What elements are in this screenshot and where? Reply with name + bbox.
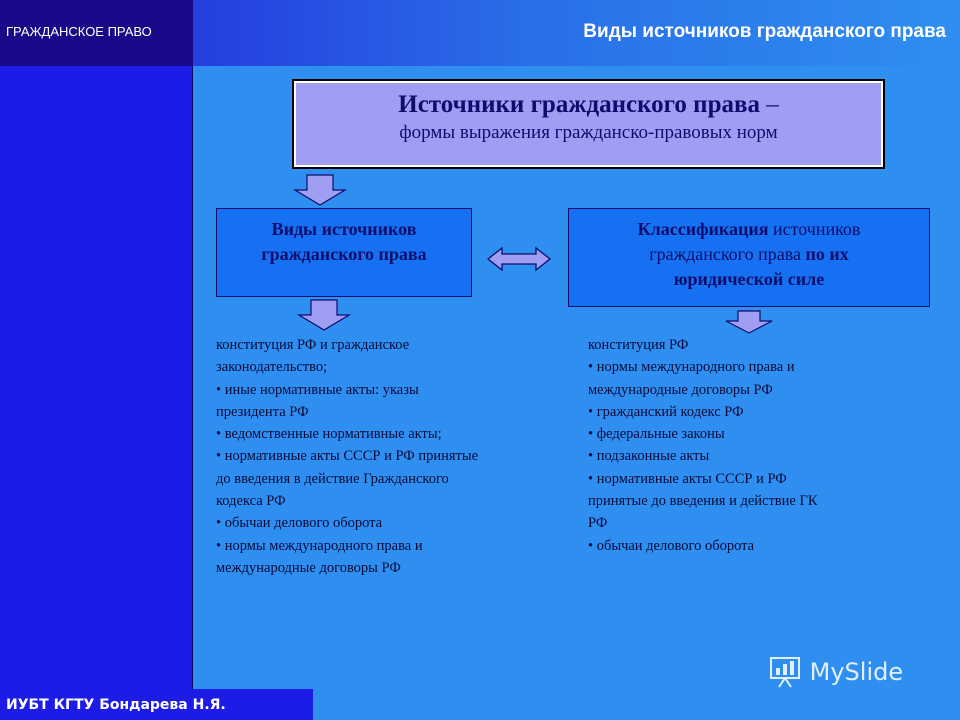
main-definition-box <box>292 79 885 169</box>
list-item: кодекса РФ <box>216 493 286 510</box>
main-title <box>296 90 881 120</box>
main-definition-inner <box>294 81 883 167</box>
list-item: • нормы международного права и <box>216 537 423 554</box>
list-item: • обычаи делового оборота <box>588 537 755 554</box>
list-item: международные договоры РФ <box>216 559 401 576</box>
list-item: международные договоры РФ <box>588 381 773 398</box>
presentation-icon <box>768 655 802 689</box>
classification-text3: по их <box>805 244 849 264</box>
sources-types-box <box>216 208 472 297</box>
list-item: • федеральные законы <box>588 426 725 443</box>
list-item: • ведомственные нормативные акты; <box>216 426 442 443</box>
classification-text1: источников <box>768 219 861 239</box>
list-item: президента РФ <box>216 403 309 420</box>
list-item: • гражданский кодекс РФ <box>588 403 744 420</box>
list-item: • иные нормативные акты: указы <box>216 381 419 398</box>
sources-types-line2: гражданского права <box>261 244 427 264</box>
main-title-dash: – <box>759 91 779 118</box>
watermark <box>768 655 948 695</box>
list-item: принятые до введения и действие ГК <box>588 493 818 510</box>
main-subtitle: формы выражения гражданско-правовых норм <box>399 122 778 143</box>
sources-list <box>216 334 566 579</box>
list-item: конституция РФ и гражданское <box>216 337 410 353</box>
classification-text2: гражданского права <box>649 244 806 264</box>
list-item: • подзаконные акты <box>588 448 710 465</box>
classification-term: Классификация <box>637 219 769 239</box>
classification-box <box>568 208 930 307</box>
sources-types-line1: Виды источников <box>271 219 417 239</box>
list-item: • нормативные акты СССР и РФ <box>588 470 787 487</box>
left-panel <box>0 0 193 720</box>
list-item: • нормы международного права и <box>588 359 795 376</box>
double-arrow-icon <box>486 246 552 272</box>
classification-line1 <box>569 217 929 242</box>
list-item: до введения в действие Гражданского <box>216 470 449 487</box>
list-item: • обычаи делового оборота <box>216 515 383 532</box>
watermark-text: MySlide <box>809 658 904 686</box>
list-item: • нормативные акты СССР и РФ принятые <box>216 448 479 465</box>
down-arrow-icon <box>297 299 351 331</box>
down-arrow-icon <box>293 174 347 206</box>
main-title-text: Источники гражданского права <box>398 91 760 118</box>
classification-line2 <box>569 242 929 267</box>
section-label: ГРАЖДАНСКОЕ ПРАВО <box>0 0 193 66</box>
author-footer: ИУБТ КГТУ Бондарева Н.Я. <box>0 689 313 720</box>
classification-line3: юридической силе <box>673 269 825 289</box>
slide-title: Виды источников гражданского права <box>583 21 946 42</box>
list-item: РФ <box>588 515 608 532</box>
down-arrow-icon <box>722 310 776 334</box>
classification-list <box>588 334 908 557</box>
list-item: законодательство; <box>216 359 328 376</box>
list-item: конституция РФ <box>588 337 689 353</box>
